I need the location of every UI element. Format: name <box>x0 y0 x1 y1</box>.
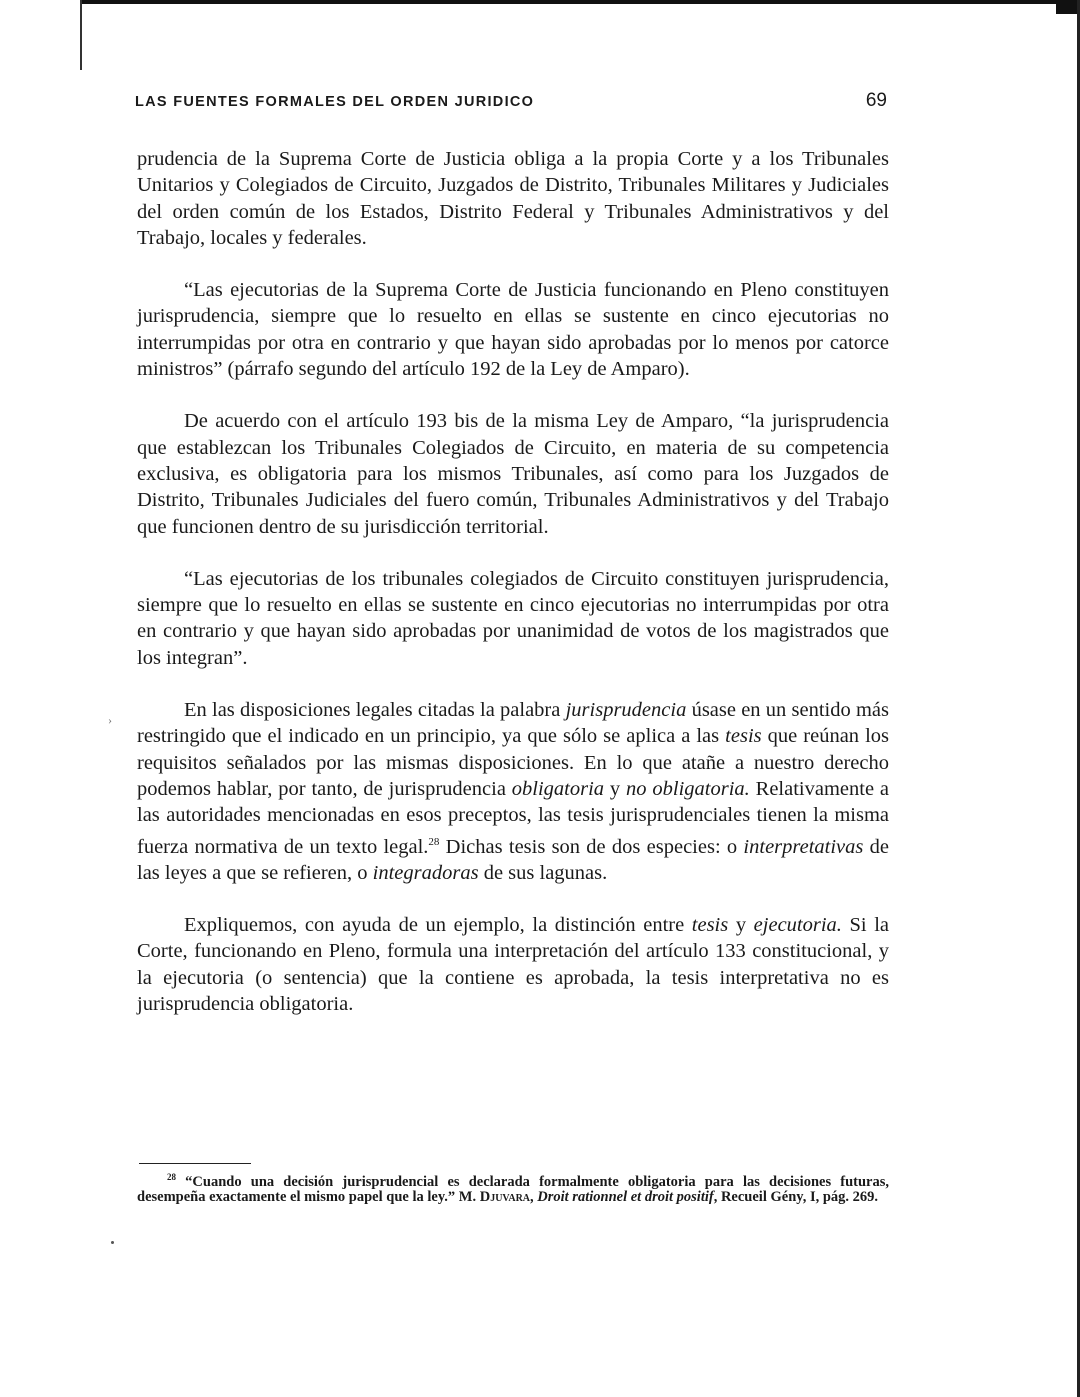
paragraph-3: De acuerdo con el artículo 193 bis de la misma Ley de Amparo, “la jurisprudencia que establezcan los Tribunales Colegiados de Circuito, en materia de su competencia exclusiva, es obligatoria para los mismos Tribunales, así como para los Juzgados de Distrito, Tribunales Judiciales del fuero común, Tribunales Administrativos y del Trabajo que funcionen dentro de su jurisdicción territorial. <box>137 410 889 538</box>
paragraph-4: “Las ejecutorias de los tribunales colegiados de Circuito constituyen jurisprudencia, siempre que lo resuelto en ellas se sustente en cinco ejecutorias no interrumpidas por otra en contrario y que hayan sido aprobadas por unanimidad de votos de los magistrados que los integran”. <box>137 567 889 669</box>
paragraph-6: Expliquemos, con ayuda de un ejemplo, la distinción entre tesis y ejecutoria. Si la Corte, funcionando en Pleno, formula una interpretación del artículo 133 constitucional, y la ejecutoria (o sentencia) que la contiene es aprobada, la tesis interpretativa no es jurisprudencia obligatoria. <box>137 913 889 1015</box>
margin-dot <box>111 1241 114 1244</box>
scan-edge-top <box>80 0 1080 4</box>
paragraph-2: “Las ejecutorias de la Suprema Corte de Justicia funcionando en Pleno constituyen jurisprudencia, siempre que lo resuelto en ellas se sustente en cinco ejecutorias no interrumpidas por otra en contrario y que hayan sido aprobadas por lo menos por catorce ministros” (párrafo segundo del artículo 192 de la Ley de Amparo). <box>137 279 889 381</box>
footnotes <box>137 1163 889 1206</box>
footnote-rule <box>139 1163 251 1164</box>
italic-obligatoria: obligatoria <box>511 777 605 800</box>
margin-mark: › <box>108 713 112 727</box>
paragraph-1: prudencia de la Suprema Corte de Justicia obliga a la propia Corte y a los Tribunales Unitarios y Colegiados de Circuito, Juzgados de Distrito, Tribunales Militares y Judiciales del orden común de los Estados, Distrito Federal y Tribunales Administrativos y del Trabajo, locales y federales. <box>137 148 889 249</box>
italic-integradoras: integradoras <box>372 861 479 884</box>
page-header <box>135 92 887 118</box>
page-body <box>137 146 889 1017</box>
italic-no-obligatoria: no obligatoria. <box>626 777 750 800</box>
running-head: LAS FUENTES FORMALES DEL ORDEN JURIDICO <box>135 94 535 110</box>
italic-jurisprudencia: jurisprudencia <box>565 699 687 722</box>
footnote-author: Djuvara <box>479 1189 531 1206</box>
page-number: 69 <box>865 90 887 111</box>
footnote-title: Droit rationnel et droit positif <box>537 1189 714 1206</box>
italic-tesis-2: tesis <box>691 913 729 936</box>
italic-tesis: tesis <box>725 725 762 748</box>
footnote-reference: 28 <box>428 835 440 848</box>
footnote-28: $^{28}$ “Cuando una decisión jurisprudencial es declarada formalmente obligatoria para las decisiones futuras, desempeña exactamente el mismo papel que la ley.” M. Djuvara, Droit rationnel et droit positif, Recueil Gény, I, pág. 269. <box>137 1172 889 1206</box>
paragraph-5: En las disposiciones legales citadas la palabra jurisprudencia úsase en un sentido más restringido que el indicado en un principio, ya que sólo se aplica a las tesis que reúnan los requisitos señalados por las mismas disposiciones. En lo que atañe a nuestro derecho podemos hablar, por tanto, de jurisprudencia obligatoria y no obligatoria. Relativamente a las autoridades mencionadas en esos preceptos, las tesis jurisprudenciales tienen la misma fuerza normativa de un texto legal.$^{28}$ Dichas tesis son de dos especies: o interpretativas de las leyes a que se refieren, o integradoras de sus lagunas. <box>137 699 890 884</box>
italic-ejecutoria: ejecutoria. <box>753 913 842 936</box>
footnote-number: 28 <box>167 1172 176 1182</box>
italic-interpretativas: interpretativas <box>743 835 864 858</box>
scan-edge-left <box>80 0 82 70</box>
